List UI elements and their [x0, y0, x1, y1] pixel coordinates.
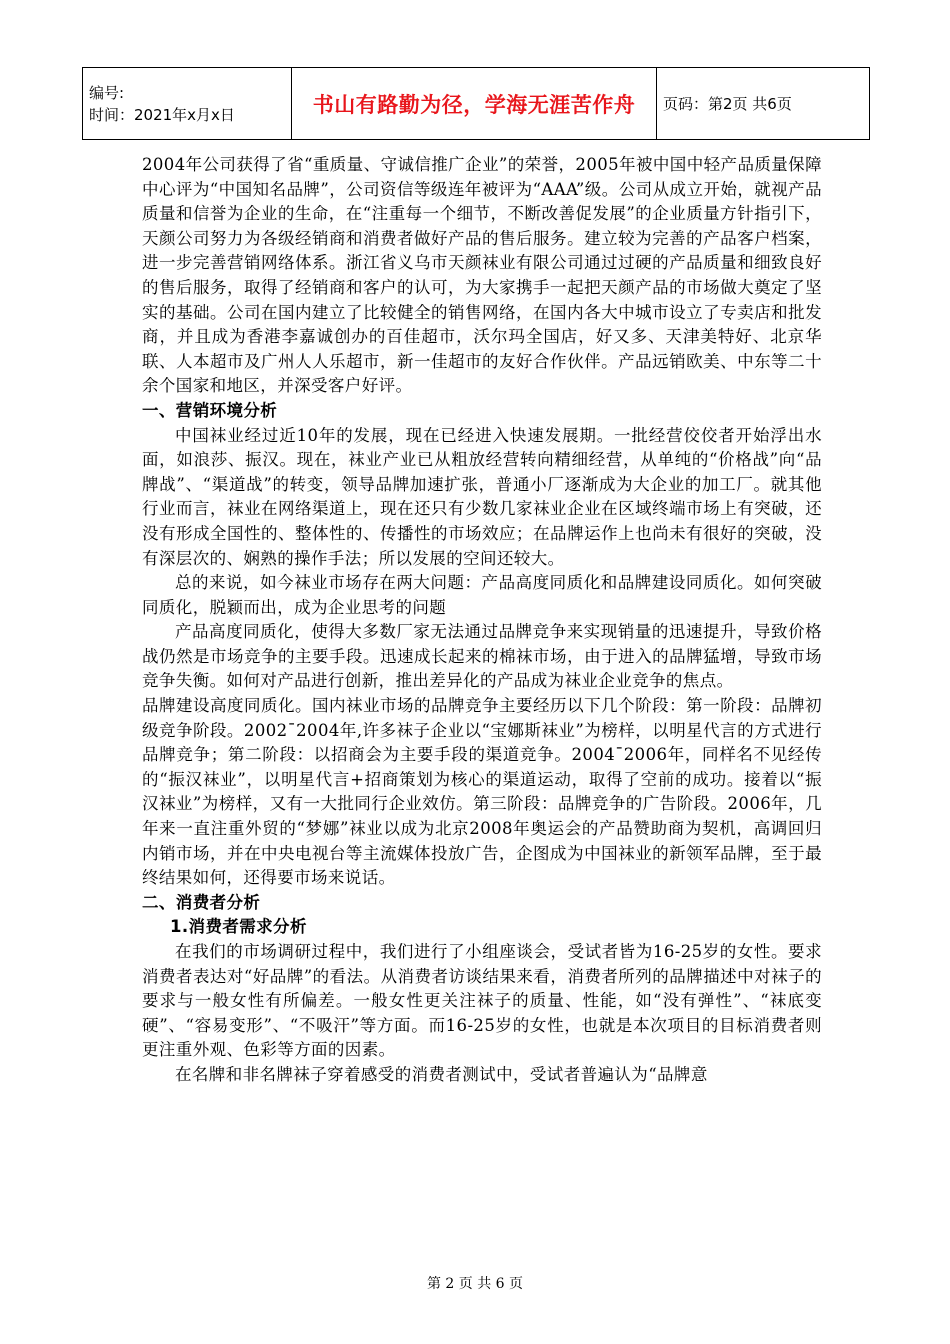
paragraph-focus-group: 在我们的市场调研过程中，我们进行了小组座谈会，受试者皆为16-25岁的女性。要求消费者表达对“好品牌”的看法。从消费者访谈结果来看，消费者所列的品牌描述中对袜子的要求与一般女性有所偏差。一般女性更关注袜子的质量、性能，如“没有弹性”、“袜底变硬”、“容易变形”、“不吸汗”等方面。而16-25岁的女性，也就是本次项目的目标消费者则更注重外观、色彩等方面的因素。 [142, 942, 822, 1060]
paragraph-brand-test: 在名牌和非名牌袜子穿着感受的消费者测试中，受试者普遍认为“品牌意 [175, 1064, 708, 1084]
paragraph-brand-homogenization: 品牌建设高度同质化。国内袜业市场的品牌竞争主要经历以下几个阶段：第一阶段：品牌初级竞争阶段。2002¯2004年,许多袜子企业以“宝娜斯袜业”为榜样，以明星代言的方式进行品牌竞争；第二阶段：以招商会为主要手段的渠道竞争。2004¯2006年，同样名不见经传的“振汉袜业”，以明星代言+招商策划为核心的渠道运动，取得了空前的成功。接着以“振汉袜业”为榜样，又有一大批同行企业效仿。第三阶段：品牌竞争的广告阶段。2006年，几年来一直注重外贸的“梦娜”袜业以成为北京2008年奥运会的产品赞助商为契机，高调回归内销市场，并在中央电视台等主流媒体投放广告，企图成为中国袜业的新领军品牌，至于最终结果如何，还得要市场来说话。 [142, 696, 822, 888]
subsection-heading-consumer-needs: 1.消费者需求分析 [170, 917, 307, 937]
header-meta-cell [83, 68, 292, 140]
header-motto: 书山有路勤为径，学海无涯苦作舟 [292, 68, 657, 140]
company-intro-paragraph: 2004年公司获得了省“重质量、守诚信推广企业”的荣誉，2005年被中国中轻产品质量保障中心评为“中国知名品牌”，公司资信等级连年被评为“AAA”级。公司从成立开始，就视产品质量和信誉为企业的生命，在“注重每一个细节，不断改善促发展”的企业质量方针指引下，天颜公司努力为各级经销商和消费者做好产品的售后服务。建立较为完善的产品客户档案，进一步完善营销网络体系。浙江省义乌市天颜袜业有限公司通过过硬的产品质量和细致良好的售后服务，取得了经销商和客户的认可，为大家携手一起把天颜产品的市场做大奠定了坚实的基础。公司在国内建立了比较健全的销售网络，在国内各大中城市设立了专卖店和批发商，并且成为香港李嘉诚创办的百佳超市，沃尔玛全国店，好又多、天津美特好、北京华联、人本超市及广州人人乐超市，新一佳超市的友好合作伙伴。产品远销欧美、中东等二十余个国家和地区，并深受客户好评。 [142, 155, 822, 396]
page-footer: 第 2 页 共 6 页 [426, 1276, 524, 1292]
document-body [142, 153, 822, 1088]
paragraph-industry-development: 中国袜业经过近10年的发展，现在已经进入快速发展期。一批经营佼佼者开始浮出水面，如浪莎、振汉。现在，袜业产业已从粗放经营转向精细经营，从单纯的“价格战”向“品牌战”、“渠道战”的转变，领导品牌加速扩张，普通小厂逐渐成为大企业的加工厂。就其他行业而言，袜业在网络渠道上，现在还只有少数几家袜业企业在区域终端市场上有突破，还没有形成全国性的、整体性的、传播性的市场效应；在品牌运作上也尚未有很好的突破，没有深层次的、娴熟的操作手法；所以发展的空间还较大。 [142, 425, 822, 568]
document-time-label: 时间：2021年x月x日 [89, 105, 235, 124]
section-heading-marketing-environment: 一、营销环境分析 [142, 400, 278, 420]
paragraph-product-homogenization: 产品高度同质化，使得大多数厂家无法通过品牌竞争来实现销量的迅速提升，导致价格战仍然是市场竞争的主要手段。迅速成长起来的棉袜市场，由于进入的品牌猛增，导致市场竞争失衡。如何对产品进行创新，推出差异化的产品成为袜业企业竞争的焦点。 [142, 622, 822, 691]
header-page-number: 页码：第2页 共6页 [657, 68, 870, 140]
section-heading-consumer-analysis: 二、消费者分析 [142, 892, 261, 912]
document-number-label: 编号: [89, 83, 125, 102]
paragraph-market-problems: 总的来说，如今袜业市场存在两大问题：产品高度同质化和品牌建设同质化。如何突破同质化，脱颖而出，成为企业思考的问题 [142, 573, 822, 617]
header-table [82, 67, 870, 140]
